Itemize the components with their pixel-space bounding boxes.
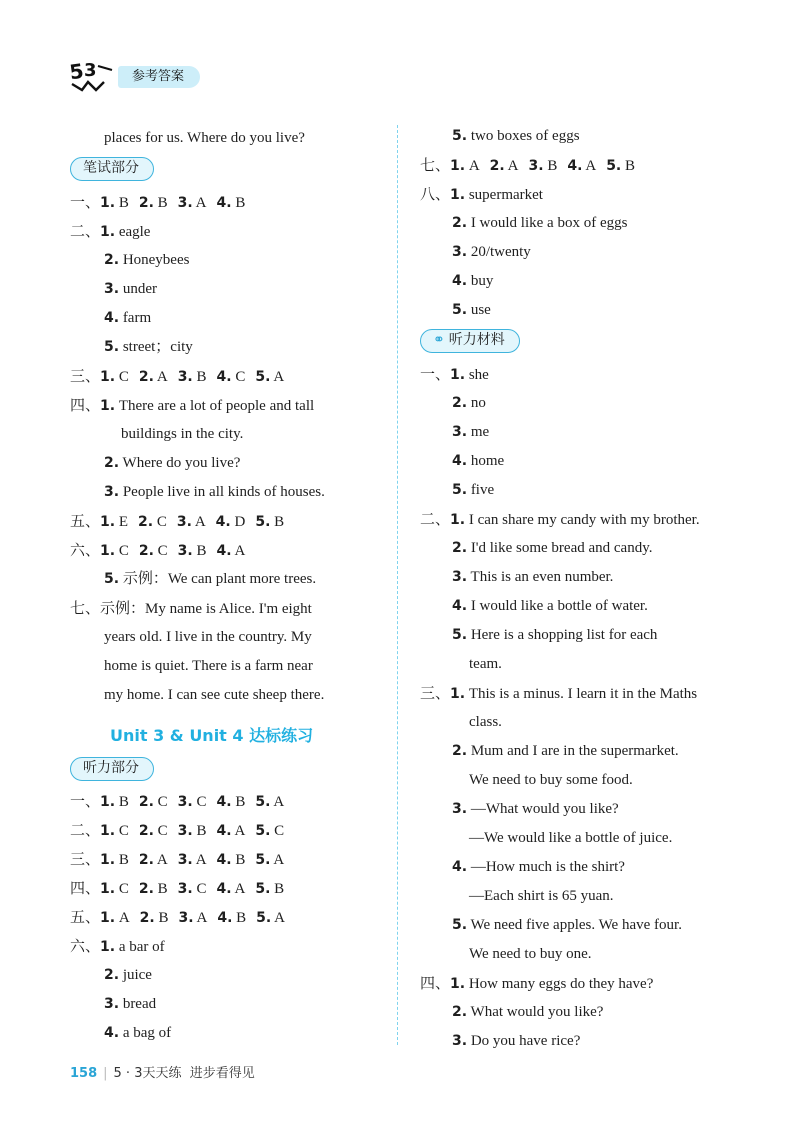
answer-row: [452, 271, 493, 291]
answer: There are a lot of people and tall: [118, 398, 315, 414]
answer: B: [236, 910, 247, 926]
answer: 示例：My name is Alice. I'm eight: [100, 601, 312, 617]
item-number: 5.: [452, 128, 468, 144]
item-number: 5.: [452, 302, 468, 318]
item-number: 1.: [450, 686, 466, 702]
item-number: 4.: [567, 158, 583, 174]
answer: supermarket: [468, 187, 543, 203]
answer-row: [420, 155, 635, 176]
item-number: 2.: [138, 823, 154, 839]
item-number: 5.: [255, 881, 271, 897]
item-number: 2.: [139, 910, 155, 926]
answer: A: [195, 195, 207, 211]
section-number: 七、: [70, 599, 101, 617]
answer-row: [452, 567, 613, 587]
item-number: 3.: [528, 158, 544, 174]
section-number: 八、: [420, 185, 451, 203]
book-slogan: 进步看得见: [189, 1066, 255, 1081]
answer: C: [235, 369, 246, 385]
item-number: 2.: [489, 158, 505, 174]
section-number: 六、: [70, 937, 101, 955]
answer: A: [156, 852, 168, 868]
item-number: 5.: [606, 158, 622, 174]
answer-row: [452, 213, 627, 233]
answer-continued: class.: [469, 714, 502, 730]
answer-row: [70, 849, 284, 870]
section-number: 七、: [420, 156, 451, 174]
answer: A: [273, 369, 285, 385]
answer: —How much is the shirt?: [470, 859, 625, 875]
answer: B: [235, 852, 246, 868]
answer: A: [234, 881, 246, 897]
item-number: 2.: [138, 369, 154, 385]
section-tag-written: 笔试部分: [70, 157, 154, 181]
section-number: 四、: [70, 879, 101, 897]
svg-text:3: 3: [84, 60, 97, 81]
answer: a bar of: [118, 939, 165, 955]
answer-row: [70, 598, 312, 619]
item-number: 2.: [104, 455, 120, 471]
section-number: 二、: [70, 821, 101, 839]
item-number: 3.: [452, 424, 468, 440]
item-number: 1.: [450, 367, 466, 383]
item-number: 3.: [177, 543, 193, 559]
item-number: 3.: [452, 1033, 468, 1049]
answer: she: [468, 367, 489, 383]
item-number: 1.: [100, 852, 116, 868]
answer-row: [70, 936, 165, 957]
answer: I would like a box of eggs: [470, 215, 628, 231]
answer: B: [547, 158, 558, 174]
section-number: 三、: [70, 367, 101, 385]
answer: street；city: [122, 339, 193, 355]
item-number: 2.: [138, 881, 154, 897]
item-number: 2.: [452, 395, 468, 411]
answer: B: [274, 881, 285, 897]
answer: E: [118, 514, 128, 530]
answer-continued: We need to buy some food.: [469, 772, 633, 788]
answer-continued: —Each shirt is 65 yuan.: [469, 888, 614, 904]
item-number: 2.: [138, 514, 154, 530]
item-number: 3.: [177, 823, 193, 839]
answer: A: [234, 543, 246, 559]
answer: C: [157, 543, 168, 559]
answer: use: [470, 302, 491, 318]
section-number: 四、: [70, 396, 101, 414]
continued-text: places for us. Where do you live?: [104, 130, 305, 146]
svg-text:5: 5: [68, 58, 86, 85]
answer: D: [234, 514, 246, 530]
answer: Mum and I are in the supermarket.: [470, 743, 679, 759]
answer: bread: [122, 996, 157, 1012]
item-number: 2.: [138, 195, 154, 211]
answer-row: [104, 337, 193, 357]
headphones-icon: ⚭: [433, 332, 445, 348]
item-number: 4.: [216, 369, 232, 385]
item-number: 3.: [452, 569, 468, 585]
answer: I can share my candy with my brother.: [468, 512, 700, 528]
answer-row: [104, 965, 152, 985]
answer-row: [452, 300, 491, 320]
answer-continued: team.: [469, 656, 502, 672]
section-number: 二、: [420, 510, 451, 528]
answer: five: [470, 482, 495, 498]
item-number: 5.: [255, 369, 271, 385]
item-number: 3.: [177, 881, 193, 897]
answer: How many eggs do they have?: [468, 976, 654, 992]
answer: A: [118, 910, 130, 926]
item-number: 4.: [216, 881, 232, 897]
answer-row: [452, 1002, 603, 1022]
answer-row: [452, 480, 494, 500]
section-number: 四、: [420, 974, 451, 992]
answer: B: [157, 881, 168, 897]
answer-row: [70, 366, 284, 387]
item-number: 1.: [100, 398, 116, 414]
item-number: 3.: [177, 852, 193, 868]
item-number: 3.: [452, 244, 468, 260]
answer: C: [118, 881, 129, 897]
section-tag-listening: 听力部分: [70, 757, 154, 781]
answer: buy: [470, 273, 494, 289]
item-number: 3.: [104, 281, 120, 297]
answer: C: [196, 794, 207, 810]
answer: C: [157, 794, 168, 810]
answer-row: [452, 242, 531, 262]
answer: B: [196, 543, 207, 559]
answer: farm: [122, 310, 152, 326]
answer: Here is a shopping list for each: [470, 627, 658, 643]
item-number: 5.: [104, 571, 120, 587]
item-number: 4.: [452, 273, 468, 289]
answer-continued: buildings in the city.: [121, 426, 244, 442]
footer-separator: |: [103, 1066, 108, 1081]
section-number: 六、: [70, 541, 101, 559]
answer-row: [70, 791, 284, 812]
answer-row: [452, 451, 504, 471]
answer: C: [118, 823, 129, 839]
answer-row: [104, 994, 156, 1014]
item-number: 1.: [100, 910, 116, 926]
answer: B: [158, 910, 169, 926]
item-number: 1.: [100, 794, 116, 810]
answer-continued: my home. I can see cute sheep there.: [104, 687, 325, 703]
answer-row: [104, 482, 325, 502]
item-number: 2.: [104, 967, 120, 983]
answer-row: [70, 878, 284, 899]
item-number: 4.: [216, 195, 232, 211]
answer: eagle: [118, 224, 151, 240]
answer: A: [195, 852, 207, 868]
item-number: 4.: [216, 823, 232, 839]
answer-row: [420, 973, 653, 994]
answer: B: [118, 794, 129, 810]
item-number: 2.: [138, 852, 154, 868]
item-number: 2.: [138, 543, 154, 559]
answer: B: [274, 514, 285, 530]
section-number: 一、: [70, 193, 101, 211]
answer: C: [196, 881, 207, 897]
item-number: 5.: [255, 514, 271, 530]
item-number: 1.: [450, 512, 466, 528]
answer: This is an even number.: [470, 569, 614, 585]
item-number: 2.: [104, 252, 120, 268]
item-number: 2.: [452, 540, 468, 556]
answer-row: [70, 511, 284, 532]
item-number: 3.: [176, 514, 192, 530]
answer-row: [452, 126, 580, 146]
item-number: 1.: [100, 514, 116, 530]
item-number: 4.: [104, 310, 120, 326]
answer-row: [452, 422, 489, 442]
answer: I'd like some bread and candy.: [470, 540, 653, 556]
section-number: 三、: [70, 850, 101, 868]
answer-row: [104, 1023, 171, 1043]
answer: A: [468, 158, 480, 174]
answer: This is a minus. I learn it in the Maths: [468, 686, 698, 702]
item-number: 4.: [104, 1025, 120, 1041]
item-number: 5.: [255, 823, 271, 839]
answer: Do you have rice?: [470, 1033, 581, 1049]
brand-logo-icon: [68, 56, 118, 96]
item-number: 4.: [452, 453, 468, 469]
item-number: 5.: [452, 482, 468, 498]
item-number: 5.: [452, 627, 468, 643]
answer: under: [122, 281, 157, 297]
answer: A: [585, 158, 597, 174]
item-number: 1.: [450, 158, 466, 174]
item-number: 5.: [255, 794, 271, 810]
item-number: 4.: [217, 910, 233, 926]
section-number: 三、: [420, 684, 451, 702]
answer: B: [196, 823, 207, 839]
answer: 示例：We can plant more trees.: [122, 571, 317, 587]
item-number: 4.: [216, 794, 232, 810]
answer-row: [70, 540, 245, 561]
item-number: 4.: [452, 598, 468, 614]
answer-continued: —We would like a bottle of juice.: [469, 830, 673, 846]
answer-row: [70, 221, 150, 242]
item-number: 2.: [452, 743, 468, 759]
item-number: 5.: [255, 852, 271, 868]
item-number: 1.: [100, 939, 116, 955]
answer-key-badge: 参考答案: [118, 66, 200, 88]
answer-row: [70, 907, 285, 928]
answer: no: [470, 395, 486, 411]
item-number: 1.: [100, 823, 116, 839]
answer-row: [420, 509, 700, 530]
answer: home: [470, 453, 505, 469]
answer-row: [452, 857, 625, 877]
item-number: 1.: [450, 976, 466, 992]
item-number: 3.: [177, 369, 193, 385]
answer-row: [70, 395, 314, 416]
item-number: 3.: [104, 484, 120, 500]
answer-row: [452, 625, 657, 645]
item-number: 2.: [452, 1004, 468, 1020]
answer-row: [104, 279, 157, 299]
answer-row: [452, 799, 619, 819]
item-number: 1.: [100, 195, 116, 211]
item-number: 3.: [104, 996, 120, 1012]
answer: B: [196, 369, 207, 385]
item-number: 2.: [452, 215, 468, 231]
section-number: 五、: [70, 512, 101, 530]
answer-row: [452, 538, 652, 558]
answer: C: [118, 543, 129, 559]
item-number: 3.: [452, 801, 468, 817]
answer: A: [234, 823, 246, 839]
answer: B: [625, 158, 636, 174]
item-number: 3.: [177, 195, 193, 211]
section-number: 一、: [420, 365, 451, 383]
answer: C: [118, 369, 129, 385]
answer-row: [70, 192, 245, 213]
answer-row: [104, 250, 189, 270]
answer: 20/twenty: [470, 244, 531, 260]
item-number: 4.: [216, 852, 232, 868]
answer: People live in all kinds of houses.: [122, 484, 325, 500]
answer: What would you like?: [470, 1004, 604, 1020]
answer-continued: home is quiet. There is a farm near: [104, 658, 313, 674]
answer: We need five apples. We have four.: [470, 917, 682, 933]
answer: a bag of: [122, 1025, 172, 1041]
item-number: 1.: [100, 369, 116, 385]
column-divider: [397, 125, 398, 1045]
page-footer: [70, 1062, 255, 1081]
answer: —What would you like?: [470, 801, 619, 817]
answer-row: [420, 364, 489, 385]
answer: I would like a bottle of water.: [470, 598, 648, 614]
answer: B: [235, 794, 246, 810]
answer: C: [156, 514, 167, 530]
answer-row: [104, 569, 316, 589]
item-number: 5.: [104, 339, 120, 355]
answer: B: [235, 195, 246, 211]
section-number: 五、: [70, 908, 101, 926]
item-number: 1.: [450, 187, 466, 203]
answer: A: [196, 910, 208, 926]
section-tag-listening-material: [420, 329, 520, 353]
answer-row: [104, 453, 240, 473]
item-number: 3.: [178, 910, 194, 926]
answer: juice: [122, 967, 152, 983]
answer-row: [420, 184, 543, 205]
answer: two boxes of eggs: [470, 128, 580, 144]
section-number: 一、: [70, 792, 101, 810]
answer: Where do you live?: [122, 455, 241, 471]
answer: A: [273, 794, 285, 810]
item-number: 4.: [452, 859, 468, 875]
answer: A: [273, 852, 285, 868]
section-tag-label: 听力材料: [448, 332, 505, 348]
book-name: 5 · 3天天练: [113, 1066, 182, 1081]
answer: B: [118, 852, 129, 868]
answer: Honeybees: [122, 252, 190, 268]
item-number: 5.: [452, 917, 468, 933]
page-number: 158: [70, 1066, 98, 1081]
answer-row: [420, 683, 697, 704]
answer: A: [274, 910, 286, 926]
answer: A: [507, 158, 519, 174]
answer-row: [452, 596, 648, 616]
item-number: 1.: [100, 543, 116, 559]
answer: me: [470, 424, 490, 440]
page-header: [68, 56, 268, 96]
answer: B: [157, 195, 168, 211]
unit-title: Unit 3 & Unit 4 达标练习: [110, 726, 314, 745]
answer: A: [194, 514, 206, 530]
answer-row: [104, 308, 151, 328]
item-number: 4.: [216, 543, 232, 559]
answer-row: [70, 820, 284, 841]
answer: B: [118, 195, 129, 211]
answer: A: [156, 369, 168, 385]
item-number: 1.: [100, 881, 116, 897]
answer: C: [274, 823, 285, 839]
answer-row: [452, 1031, 580, 1051]
item-number: 5.: [256, 910, 272, 926]
item-number: 1.: [100, 224, 116, 240]
item-number: 4.: [215, 514, 231, 530]
answer-row: [452, 741, 679, 761]
item-number: 2.: [138, 794, 154, 810]
answer: C: [157, 823, 168, 839]
answer-row: [452, 915, 682, 935]
answer-continued: years old. I live in the country. My: [104, 629, 312, 645]
answer-continued: We need to buy one.: [469, 946, 592, 962]
section-number: 二、: [70, 222, 101, 240]
answer-row: [452, 393, 486, 413]
item-number: 3.: [177, 794, 193, 810]
